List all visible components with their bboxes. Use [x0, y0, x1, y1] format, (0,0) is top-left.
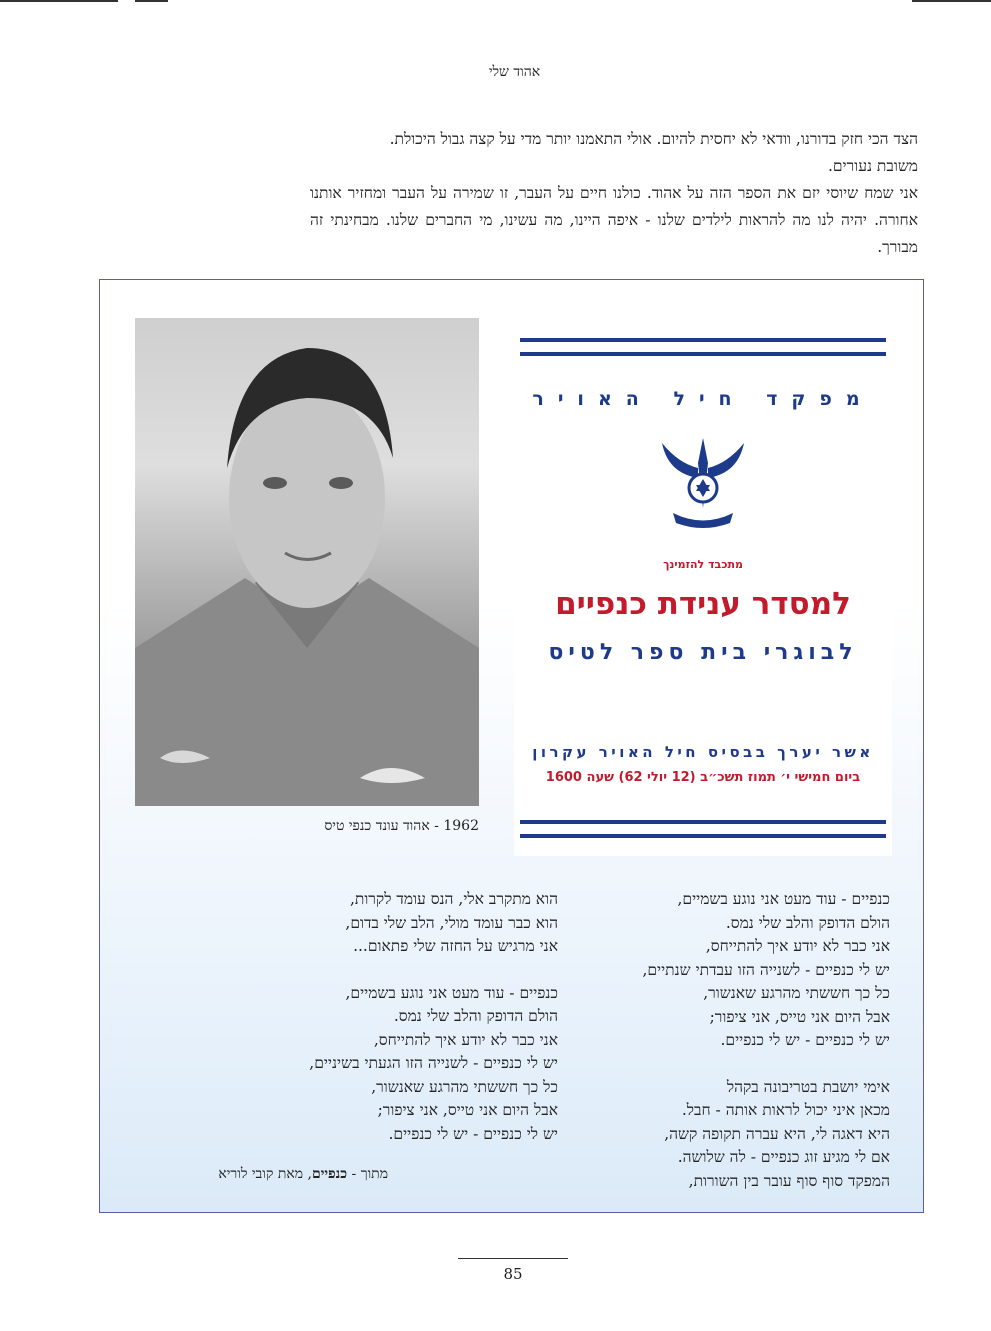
- page-number: 85: [503, 1265, 523, 1283]
- poem-stanza: [560, 1076, 890, 1194]
- top-rule-left: [0, 0, 118, 2]
- portrait-photo: [135, 318, 479, 806]
- invitation-honored: מתכבד להזמינך: [663, 558, 743, 571]
- poem-line: יש לי כנפיים - יש לי כנפיים.: [388, 1124, 558, 1143]
- poem-line: הוא מתקרב אלי, הנס עומד לקרות,: [349, 890, 558, 908]
- poem-line: כנפיים - עוד מעט אני נוגע בשמיים,: [677, 890, 890, 908]
- top-rule-mid: [135, 0, 168, 2]
- poem-line: יש לי כנפיים - יש לי כנפיים.: [720, 1031, 890, 1049]
- poem-line: אני כבר לא יודע איך להתייחס,: [705, 937, 890, 955]
- poem-line: כנפיים - עוד מעט אני נוגע בשמיים,: [345, 983, 558, 1002]
- poem-line: הוא כבר עומד מולי, הלב שלי בדום,: [345, 913, 558, 932]
- content-frame: [99, 279, 924, 1213]
- invitation-venue: אשר יערך בבסיס חיל האויר עקרון: [532, 743, 874, 761]
- poem-line: אני כבר לא יודע איך להתייחס,: [373, 1030, 558, 1049]
- poem-line: כל כך חששתי מהרגע שאנשור,: [371, 1077, 558, 1096]
- invitation-title: למסדר ענידת כנפיים: [555, 586, 851, 622]
- invitation-rule: [520, 820, 886, 824]
- air-force-emblem-icon: [658, 433, 748, 533]
- top-rule-right: [912, 0, 991, 2]
- invitation-subtitle: לבוגרי בית ספר לטיס: [548, 640, 858, 665]
- poem-stanza: [560, 888, 890, 1053]
- invitation-date: ביום חמישי י׳ תמוז תשכ״ב (12 יולי 62) שעה 1600: [545, 770, 861, 785]
- poem-line: אבל היום אני טייס, אני ציפור;: [377, 1101, 558, 1119]
- poem-line: יש לי כנפיים - לשנייה הזו עבדתי שנתיים,: [642, 960, 890, 979]
- intro-paragraph: הצד הכי חזק בדורנו, וודאי לא יחסית להיום. אולי התאמנו יותר מדי על קצה גבול היכולת.: [389, 130, 918, 148]
- credit-suffix: , מאת קובי לוריא: [218, 1166, 312, 1182]
- poem-line: המפקד סוף סוף עובר בין השורות,: [688, 1171, 890, 1190]
- invitation-rule: [520, 834, 886, 838]
- photo-caption: 1962 - אהוד עונד כנפי טיס: [324, 818, 479, 834]
- poem-line: כל כך חששתי מהרגע שאנשור,: [703, 984, 890, 1002]
- poem-line: מכאן איני יכול לראות אותה - חבל.: [681, 1101, 890, 1119]
- credit-prefix: מתוך -: [347, 1166, 388, 1182]
- poem-line: אבל היום אני טייס, אני ציפור;: [709, 1007, 890, 1026]
- intro-paragraph: אני שמח שיוסי יזם את הספר הזה על אהוד. כולנו חיים על העבר, זו שמירה על העבר ומחזיר אותנו אחורה. יהיה לנו מה להראות לילדים שלנו - איפה היינו, מה עשינו, מי החברים שלנו. מבחינתי זה מבורך.: [310, 184, 918, 256]
- poem-line: הולם הדופק והלב שלי נמס.: [393, 1007, 558, 1025]
- poem-credit: [160, 1166, 388, 1183]
- poem-line: אני מרגיש על החזה שלי פתאום...: [353, 937, 558, 955]
- intro-paragraph: משובת נעורים.: [827, 157, 918, 175]
- intro-text: [310, 126, 918, 261]
- poem-line: הולם הדופק והלב שלי נמס.: [725, 913, 890, 932]
- credit-work: כנפיים: [311, 1166, 348, 1182]
- footer-rule: [458, 1258, 568, 1259]
- invitation-rule: [520, 352, 886, 356]
- poem-line: היא דאגה לי, היא עברה תקופה קשה,: [664, 1124, 890, 1143]
- poem-stanza: [230, 982, 558, 1147]
- invitation-header: מפקד חיל האויר: [532, 388, 874, 410]
- running-head: אהוד שלי: [488, 64, 541, 80]
- poem-line: אם לי מגיע זוג כנפיים - לה שלושה.: [677, 1148, 890, 1166]
- invitation-rule: [520, 338, 886, 342]
- invitation-card: [514, 318, 892, 856]
- poem-left-column: [230, 888, 558, 1169]
- poem-right-column: [560, 888, 890, 1213]
- poem-line: יש לי כנפיים - לשנייה הזו הגעתי בשיניים,: [309, 1054, 558, 1072]
- poem-line: אימי יושבת בטריבונה בקהל: [726, 1077, 890, 1096]
- poem-stanza: [230, 888, 558, 959]
